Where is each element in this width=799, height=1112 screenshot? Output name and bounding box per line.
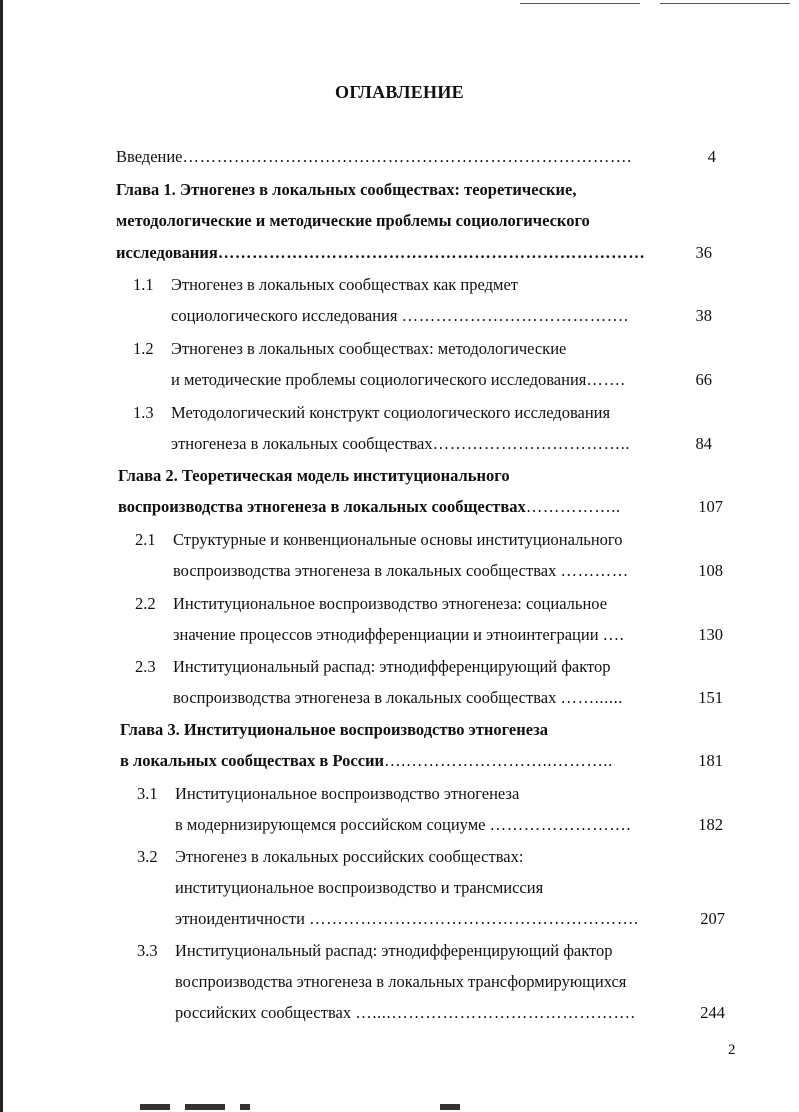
page-number: 2	[728, 1042, 736, 1058]
toc-page: 207	[700, 909, 725, 928]
toc-text: институциональное воспроизводство и трансмиссия	[175, 878, 544, 897]
toc-number: 3.3	[137, 941, 158, 960]
toc-number: 2.3	[135, 657, 156, 676]
toc-text: Глава 2. Теоретическая модель институционального	[118, 466, 510, 485]
toc-leader: ….	[602, 625, 625, 644]
toc-leader: …….	[586, 370, 626, 389]
toc-leader: ………………………………….	[401, 306, 629, 325]
toc-number: 2.1	[135, 530, 156, 549]
toc-text: Институциональный распад: этнодифференцирующий фактор	[175, 941, 613, 960]
toc-page: 130	[698, 625, 723, 644]
toc-text: Глава 3. Институциональное воспроизводство этногенеза	[120, 720, 548, 739]
toc-text: Методологический конструкт социологического исследования	[171, 403, 611, 422]
toc-text: методологические и методические проблемы социологического	[116, 211, 590, 230]
toc-text: Структурные и конвенциональные основы институционального	[173, 530, 623, 549]
toc-leader: …....…………………………………….	[355, 1003, 636, 1022]
toc-leader: …………	[560, 561, 629, 580]
scan-edge-bottom	[140, 1104, 170, 1110]
scan-edge-top	[520, 3, 640, 4]
scan-edge-bottom	[185, 1104, 225, 1110]
scan-edge-top	[660, 3, 790, 4]
toc-text: Институциональный распад: этнодифференцирующий фактор	[173, 657, 611, 676]
scan-edge-bottom	[440, 1104, 460, 1110]
toc-text: российских сообществах	[175, 1003, 352, 1022]
toc-page: 36	[695, 243, 712, 262]
toc-number: 2.2	[135, 594, 156, 613]
toc-text: Институциональное воспроизводство этногенеза	[175, 784, 520, 803]
toc-page: 66	[695, 370, 712, 389]
toc-text: воспроизводства этногенеза в локальных трансформирующихся	[175, 972, 627, 991]
toc-text: Институциональное воспроизводство этногенеза: социальное	[173, 594, 608, 613]
toc-text: в локальных сообществах в России	[120, 751, 385, 770]
toc-page: 84	[695, 434, 712, 453]
toc-text: Введение	[116, 147, 183, 166]
toc-text: Этногенез в локальных российских сообществах:	[175, 847, 524, 866]
toc-number: 1.1	[133, 275, 154, 294]
toc-text: значение процессов этнодифференциации и этноинтеграции	[173, 625, 599, 644]
scan-edge-bottom	[240, 1104, 250, 1110]
toc-leader: ……………..	[525, 497, 621, 516]
toc-text: воспроизводства этногенеза в локальных сообществах	[173, 561, 557, 580]
toc-text: этногенеза в локальных сообществах	[171, 434, 433, 453]
toc-text: Этногенез в локальных сообществах: методологические	[171, 339, 567, 358]
toc-text: исследования	[116, 243, 218, 262]
scan-edge-left	[0, 0, 3, 1112]
toc-page: 4	[707, 147, 716, 166]
toc-text: социологического исследования	[171, 306, 398, 325]
toc-leader: ….……………………..………..	[384, 751, 613, 770]
toc-page: 151	[698, 688, 723, 707]
toc-page: 244	[700, 1003, 725, 1022]
toc-page: 108	[698, 561, 723, 580]
toc-leader: …………………….	[489, 815, 632, 834]
toc-leader: ……......	[560, 688, 624, 707]
toc-leader: ………………………………………………….	[309, 909, 639, 928]
toc-page: 181	[698, 751, 723, 770]
toc-text: этноидентичности	[175, 909, 305, 928]
toc-text: и методические проблемы социологического исследования	[171, 370, 587, 389]
toc-page: 107	[698, 497, 723, 516]
toc-number: 1.2	[133, 339, 154, 358]
page-title: ОГЛАВЛЕНИЕ	[335, 82, 464, 102]
toc-leader: …………………………………………………………………	[217, 243, 646, 262]
toc-text: в модернизирующемся российском социуме	[175, 815, 486, 834]
toc-leader: …………………………………………………………………….	[182, 147, 632, 166]
toc-text: Этногенез в локальных сообществах как предмет	[171, 275, 518, 294]
toc-number: 3.2	[137, 847, 158, 866]
toc-page: 38	[695, 306, 712, 325]
toc-number: 3.1	[137, 784, 158, 803]
toc-number: 1.3	[133, 403, 154, 422]
toc-text: Глава 1. Этногенез в локальных сообществах: теоретические,	[116, 180, 577, 199]
toc-page: 182	[698, 815, 723, 834]
toc-leader: ……………………………..	[432, 434, 631, 453]
toc-text: воспроизводства этногенеза в локальных сообществах	[173, 688, 557, 707]
toc-text: воспроизводства этногенеза в локальных сообществах	[118, 497, 526, 516]
